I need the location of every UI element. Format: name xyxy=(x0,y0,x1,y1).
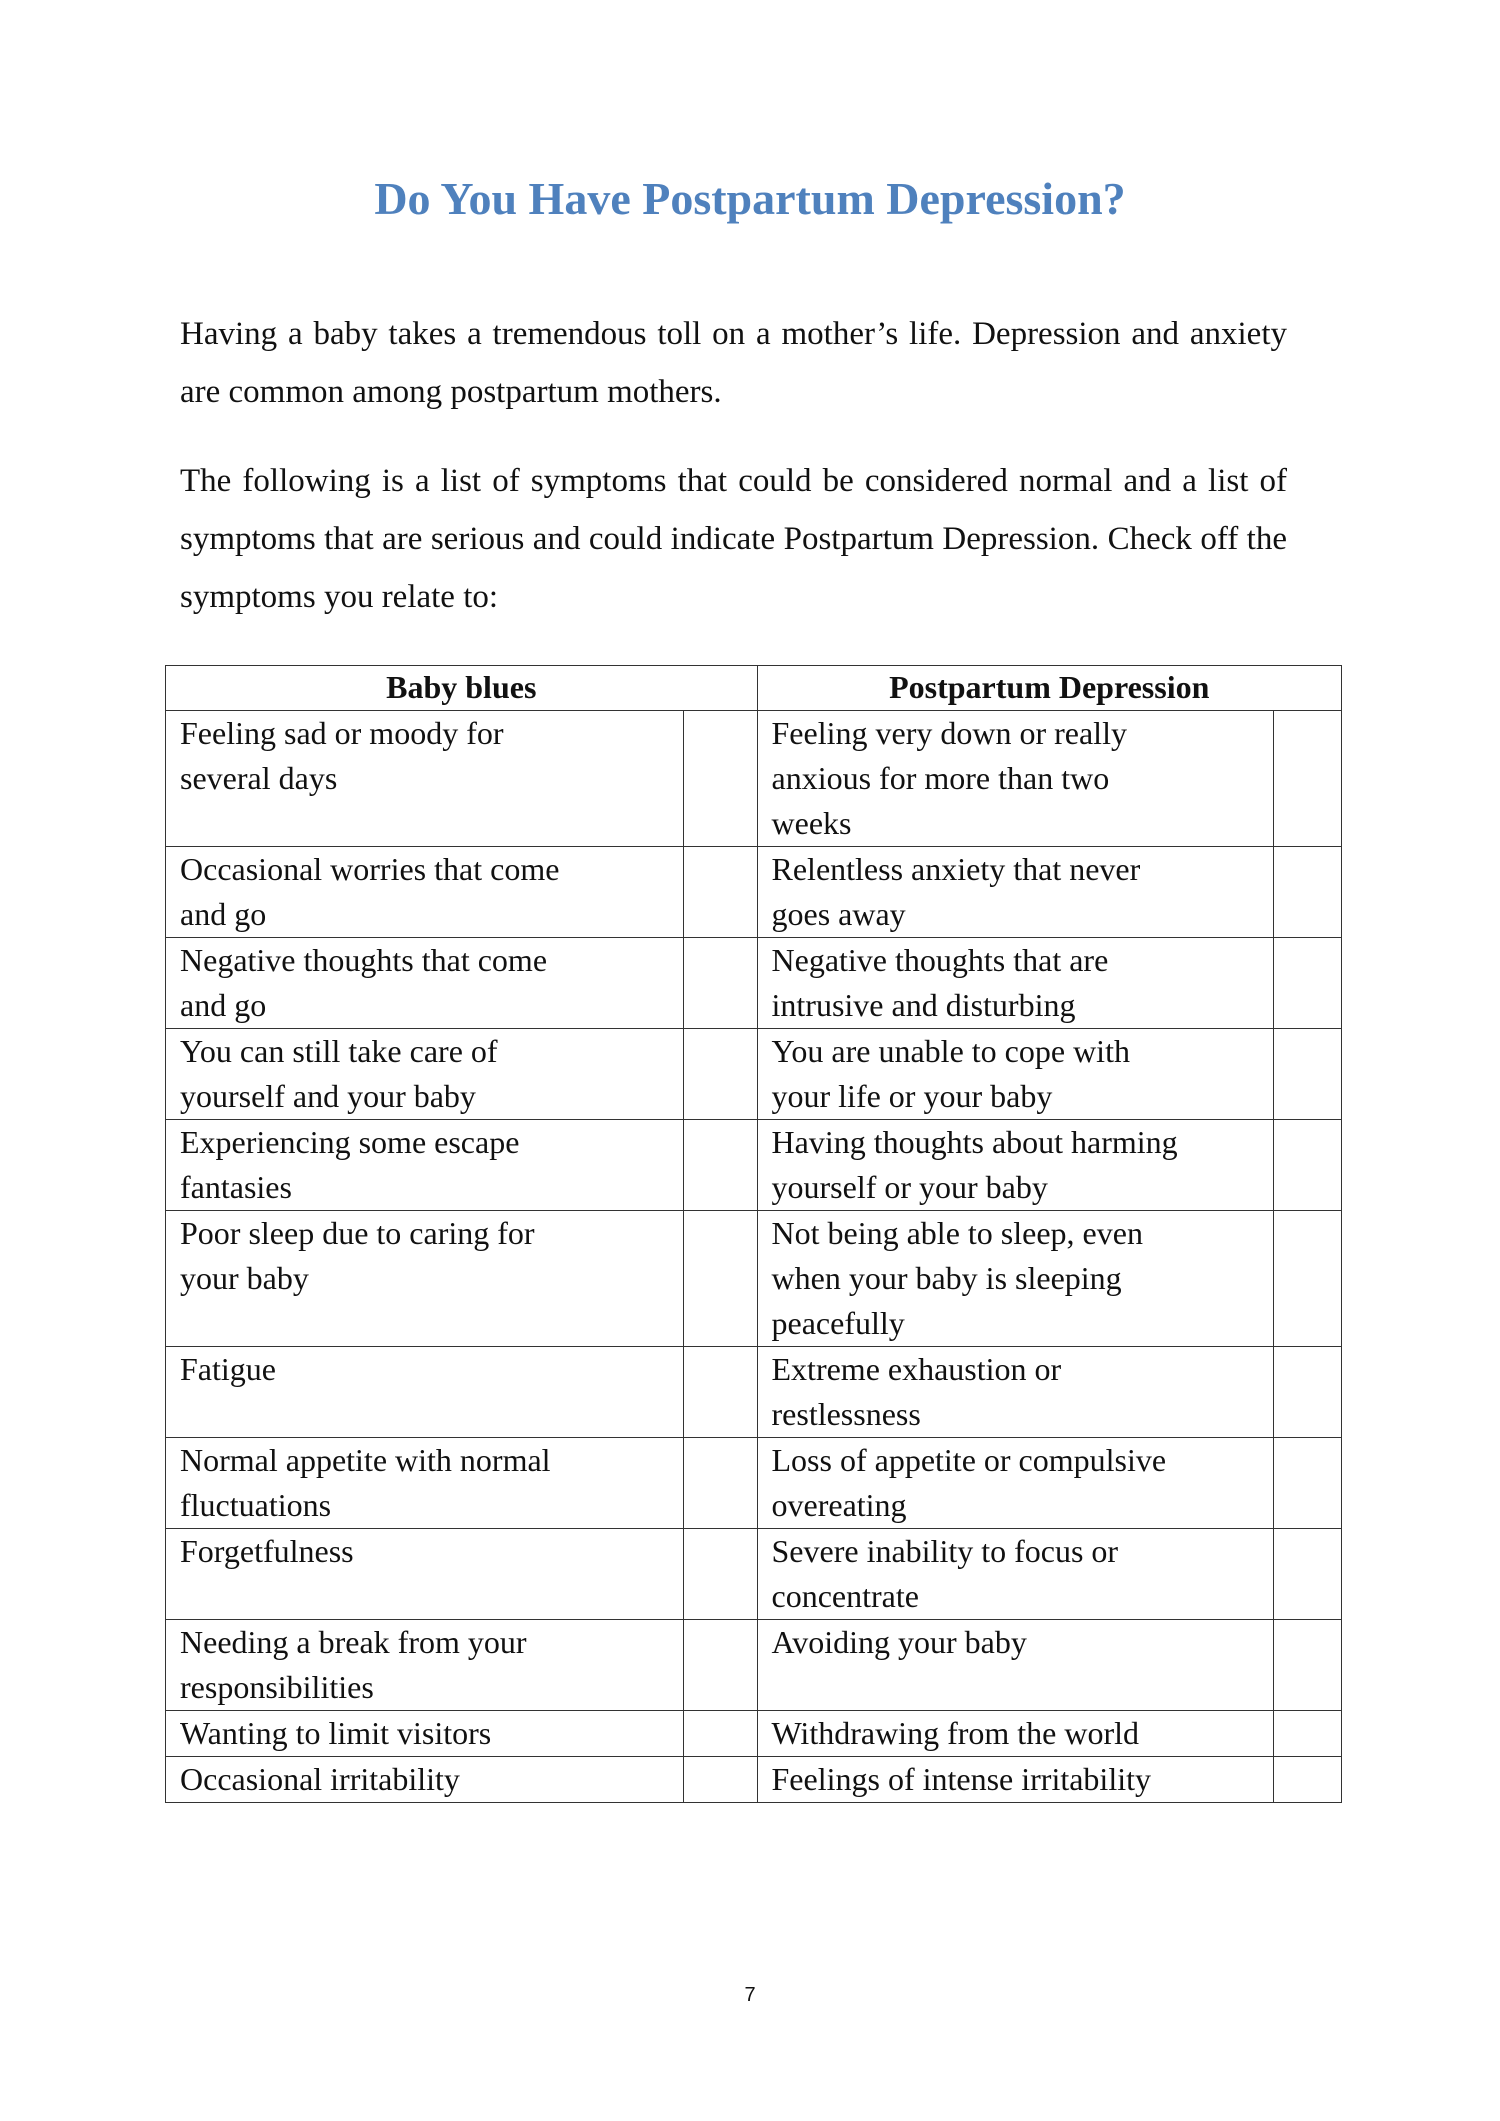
table-row xyxy=(166,1711,1342,1757)
baby-blues-symptom: Poor sleep due to caring for your baby xyxy=(166,1211,684,1347)
ppd-symptom: Feelings of intense irritability xyxy=(757,1757,1274,1803)
ppd-symptom: Loss of appetite or compulsive overeating xyxy=(757,1438,1274,1529)
table-row xyxy=(166,1438,1342,1529)
baby-blues-symptom: Occasional worries that come and go xyxy=(166,847,684,938)
table-row xyxy=(166,1529,1342,1620)
page-number: 7 xyxy=(744,1984,756,2006)
baby-blues-checkbox[interactable] xyxy=(683,1211,757,1347)
page-title: Do You Have Postpartum Depression? xyxy=(374,173,1126,224)
ppd-symptom: Severe inability to focus or concentrate xyxy=(757,1529,1274,1620)
table-row xyxy=(166,1757,1342,1803)
baby-blues-checkbox[interactable] xyxy=(683,1620,757,1711)
baby-blues-checkbox[interactable] xyxy=(683,1120,757,1211)
symptoms-table xyxy=(165,665,1342,1803)
baby-blues-symptom: Wanting to limit visitors xyxy=(166,1711,684,1757)
ppd-checkbox[interactable] xyxy=(1274,1120,1342,1211)
ppd-symptom: Not being able to sleep, even when your baby is sleeping peacefully xyxy=(757,1211,1274,1347)
table-row xyxy=(166,1029,1342,1120)
ppd-checkbox[interactable] xyxy=(1274,938,1342,1029)
ppd-checkbox[interactable] xyxy=(1274,711,1342,847)
table-row xyxy=(166,1120,1342,1211)
ppd-checkbox[interactable] xyxy=(1274,1438,1342,1529)
ppd-symptom: You are unable to cope with your life or your baby xyxy=(757,1029,1274,1120)
baby-blues-symptom: Feeling sad or moody for several days xyxy=(166,711,684,847)
baby-blues-checkbox[interactable] xyxy=(683,938,757,1029)
baby-blues-symptom: Fatigue xyxy=(166,1347,684,1438)
table-header-row xyxy=(166,666,1342,711)
ppd-checkbox[interactable] xyxy=(1274,1529,1342,1620)
baby-blues-symptom: Forgetfulness xyxy=(166,1529,684,1620)
ppd-checkbox[interactable] xyxy=(1274,1711,1342,1757)
baby-blues-checkbox[interactable] xyxy=(683,1438,757,1529)
ppd-symptom: Relentless anxiety that never goes away xyxy=(757,847,1274,938)
ppd-checkbox[interactable] xyxy=(1274,1347,1342,1438)
baby-blues-checkbox[interactable] xyxy=(683,1029,757,1120)
ppd-symptom: Avoiding your baby xyxy=(757,1620,1274,1711)
ppd-checkbox[interactable] xyxy=(1274,1757,1342,1803)
baby-blues-symptom: Negative thoughts that come and go xyxy=(166,938,684,1029)
header-baby-blues: Baby blues xyxy=(166,666,758,711)
table-row xyxy=(166,1347,1342,1438)
ppd-symptom: Extreme exhaustion or restlessness xyxy=(757,1347,1274,1438)
table-row xyxy=(166,1620,1342,1711)
baby-blues-checkbox[interactable] xyxy=(683,711,757,847)
table-row xyxy=(166,847,1342,938)
baby-blues-checkbox[interactable] xyxy=(683,1711,757,1757)
table-row xyxy=(166,711,1342,847)
ppd-symptom: Negative thoughts that are intrusive and disturbing xyxy=(757,938,1274,1029)
baby-blues-checkbox[interactable] xyxy=(683,847,757,938)
baby-blues-checkbox[interactable] xyxy=(683,1529,757,1620)
baby-blues-checkbox[interactable] xyxy=(683,1347,757,1438)
ppd-symptom: Withdrawing from the world xyxy=(757,1711,1274,1757)
baby-blues-checkbox[interactable] xyxy=(683,1757,757,1803)
ppd-checkbox[interactable] xyxy=(1274,1211,1342,1347)
table-row xyxy=(166,1211,1342,1347)
instructions-paragraph: The following is a list of symptoms that could be considered normal and a list of symptoms that are serious and could indicate Postpartum Depression. Check off the symptoms you relate to: xyxy=(180,463,1287,615)
intro-paragraph: Having a baby takes a tremendous toll on a mother’s life. Depression and anxiety are common among postpartum mothers. xyxy=(180,316,1287,410)
table-row xyxy=(166,938,1342,1029)
ppd-symptom: Having thoughts about harming yourself or your baby xyxy=(757,1120,1274,1211)
ppd-checkbox[interactable] xyxy=(1274,1620,1342,1711)
baby-blues-symptom: Occasional irritability xyxy=(166,1757,684,1803)
baby-blues-symptom: Needing a break from your responsibilities xyxy=(166,1620,684,1711)
baby-blues-symptom: Normal appetite with normal fluctuations xyxy=(166,1438,684,1529)
ppd-checkbox[interactable] xyxy=(1274,1029,1342,1120)
baby-blues-symptom: You can still take care of yourself and your baby xyxy=(166,1029,684,1120)
baby-blues-symptom: Experiencing some escape fantasies xyxy=(166,1120,684,1211)
ppd-symptom: Feeling very down or really anxious for more than two weeks xyxy=(757,711,1274,847)
ppd-checkbox[interactable] xyxy=(1274,847,1342,938)
header-postpartum-depression: Postpartum Depression xyxy=(757,666,1342,711)
